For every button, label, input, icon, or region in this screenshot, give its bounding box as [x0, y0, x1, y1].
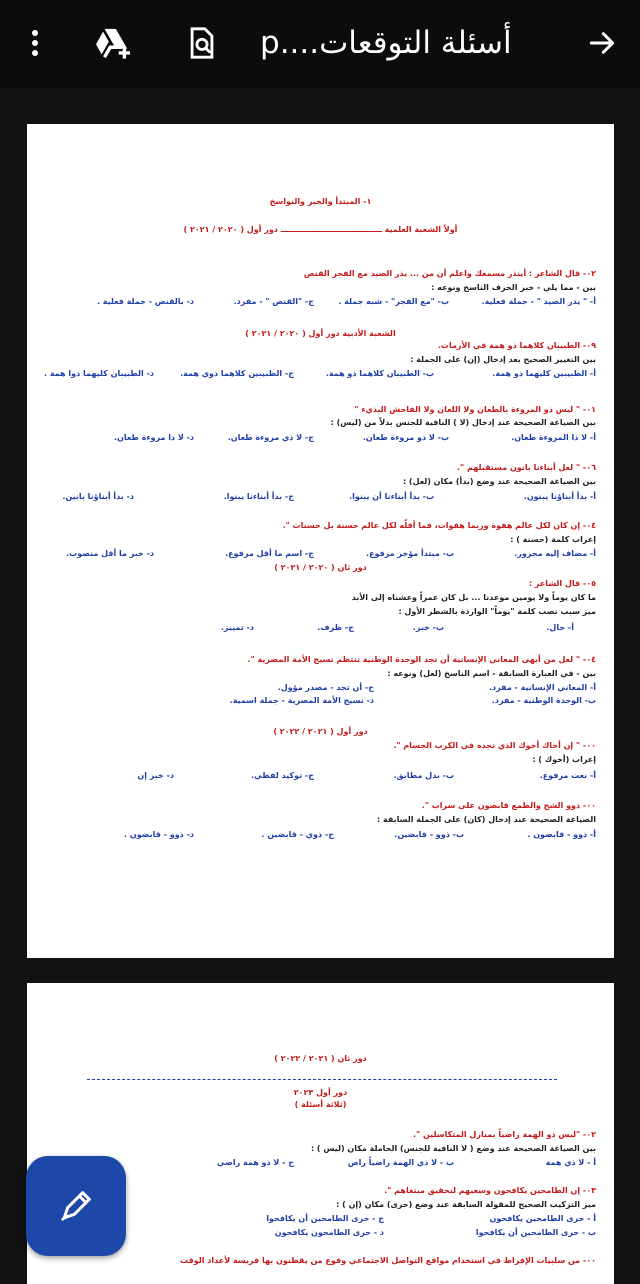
question-3-sub: بين الصياغة الصحيحة عند إدخال (لا ) النافية للجنس بدلاً من (ليس) :: [330, 418, 596, 427]
option: د- بالقنص - جملة فعلية .: [96, 297, 194, 306]
question-1-sub: بين الصياغة الصحيحة عند وضع ( لا النافية للجنس) الحاملة مكان (ليس ) :: [310, 1144, 596, 1153]
arrow-right-icon: [586, 27, 618, 59]
more-vert-icon: [30, 28, 40, 58]
question-6-line-1: ما كان يوماً ولا يومين موعدنا ... بل كان عمراً وعشناه إلى الأبد: [351, 593, 596, 602]
question-3: ٠٠- من سلبيات الإفراط في استخدام مواقع التواصل الاجتماعي وقوع من يقطنون بها فريسة لأعداد الوقت: [180, 1256, 596, 1265]
option: أ- المعاني الإنسانية - مفرد.: [488, 683, 596, 692]
option: ج- ظرف.: [317, 623, 354, 632]
question-4: ٠٦- " لعل أبناءنا بانون مستقبلهم ".: [456, 463, 596, 472]
option: أ - حرى الطامحين يكافحون: [489, 1214, 596, 1223]
question-6: ٠٥- قال الشاعر :: [528, 579, 596, 588]
option: د- خبر ما أقل منصوب.: [66, 549, 154, 558]
option: ج- لا ذي مروءة طعان.: [227, 433, 314, 442]
session-label: أولاً الشعبة العلمية ـــــــــــــــــــــــــــــــــــــ دور أول ( ٢٠٢٠ / ٢٠٢١ ): [183, 225, 458, 234]
option: ج- أن تجد - مصدر مؤول.: [277, 683, 374, 692]
option: د- لا ذا مروءة طعان.: [113, 433, 194, 442]
session-label: دور أول ٢٠٢٣: [293, 1088, 348, 1097]
option: ج - حرى الطامحين أن يكافحوا: [266, 1214, 384, 1223]
option: أ- لا ذا المروءة طعان.: [511, 433, 596, 442]
option: د - حرى الطامحون يكافحون: [274, 1228, 384, 1237]
option: ج- بدأ أبناءنا يبنوا.: [223, 492, 294, 501]
question-2: ٠٣- إن الطامحين يكافحون وسعيهم لتحقيق مبتغاهم ".: [384, 1186, 596, 1195]
question-2-sub: ميز التركيب الصحيح للمقولة السابقة عند وضع (حرى) مكان (إن ) :: [336, 1200, 596, 1209]
option: أ- حال.: [546, 623, 574, 632]
edit-fab-button[interactable]: [26, 1156, 126, 1256]
option: ج- "القنص " - مفرد.: [233, 297, 314, 306]
option: د- نسيج الأمة المصرية - جملة اسمية.: [229, 696, 374, 705]
option: أ- ذوو - قابضون .: [527, 830, 596, 839]
question-1: ٠٢- "ليس ذو الهمة راضياً بمنازل المتكاسلين ".: [412, 1130, 596, 1139]
question-5-sub: إعراب كلمة (حسنة ) :: [510, 535, 596, 544]
question-6-line-2: ميز سبب نصب كلمة "يوماً" الواردة بالشطر الأول :: [398, 607, 596, 616]
option: ب- خبر.: [412, 623, 444, 632]
question-9-sub: الصياغة الصحيحة عند إدخال (كان) على الجملة السابقة :: [377, 815, 596, 824]
option: ج- ذوي - قابضين .: [261, 830, 334, 839]
option: أ- الطبيبين كليهما ذو همة.: [492, 369, 596, 378]
top-app-bar: [0, 0, 640, 88]
back-button[interactable]: [582, 20, 622, 66]
question-5: ٠٤- إن كان لكل عالم هفوة وربما هفوات، فما أقلّه لكل عالم حسنة بل حسنات ".: [282, 521, 596, 530]
question-4-sub: بين الصياغة الصحيحة عند وضع (بدأ) مكان (لعل) :: [402, 477, 596, 486]
page-heading: ١- المبتدأ والخبر والنواسخ: [269, 197, 372, 206]
divider: [87, 1079, 557, 1080]
more-options-button[interactable]: [22, 20, 48, 66]
session-label: دور أول ( ٢٠٢١ / ٢٠٢٢ ): [273, 727, 368, 736]
option: أ- مضاف إليه مجرور.: [514, 549, 596, 558]
session-label: الشعبة الأدبية دور أول ( ٢٠٢٠ / ٢٠٢١ ): [245, 329, 396, 338]
option: د- تمييز.: [220, 623, 254, 632]
question-7-sub: بين - في العبارة السابقة - اسم الناسخ (لعل) ونوعه :: [387, 669, 596, 678]
find-in-page-icon: [187, 26, 217, 60]
add-to-drive-icon: [93, 26, 133, 60]
option: ج- اسم ما أقل مرفوع.: [225, 549, 314, 558]
document-title: أسئلة التوقعات....p: [260, 25, 512, 61]
option: ب- مبتدأ مؤخر مرفوع.: [366, 549, 454, 558]
question-9: ٠٠- ذوو الشح والطمع قابضون على سراب ".: [421, 801, 596, 810]
option: ج- الطبيبين كلاهما ذوي همة.: [180, 369, 294, 378]
question-1-sub: بين - مما يلي - خبر الحرف الناسخ ونوعه :: [431, 283, 596, 292]
option: ب - حرى الطامحين أن يكافحوا: [475, 1228, 596, 1237]
option: أ- بدأ أبناؤنا يبنون.: [523, 492, 596, 501]
question-2: ٠٩- الطبيبان كلاهما ذو همة في الأزمات.: [437, 341, 596, 350]
find-in-page-button[interactable]: [180, 20, 224, 66]
option: د- ذوو - قابضون .: [124, 830, 194, 839]
question-1: ٠٢- قال الشاعر : أينذر مسمعك واعلم أن من ... يذر الصيد مع الفجر القنص: [303, 269, 596, 278]
add-to-drive-button[interactable]: [90, 20, 136, 66]
question-2-sub: بين التغيير الصحيح بعد إدخال (إن) على الجملة :: [410, 355, 596, 364]
option: ج- توكيد لفظي.: [251, 771, 314, 780]
edit-pen-icon: [56, 1186, 96, 1226]
option: ب- "مع الفجر" - شبه جملة .: [338, 297, 449, 306]
option: أ- " يذر الصيد " - جملة فعلية.: [481, 297, 596, 306]
pdf-page-1: [27, 124, 614, 958]
option: ب- ذوو - قابضين.: [394, 830, 464, 839]
option: د- الطبيبان كليهما ذوا همة .: [44, 369, 154, 378]
question-7: ٠٤- " لعل من أبهى المعاني الإنسانية أن تجد الوحدة الوطنية تنتظم نسيج الأمة المصرية ".: [247, 655, 596, 664]
option: ب- بدل مطابق.: [393, 771, 454, 780]
option: د- خبر إن: [137, 771, 174, 780]
option: ب - لا ذي الهمة راضياً راض: [347, 1158, 454, 1167]
option: ب- الطبيبان كلاهما ذو همة.: [325, 369, 434, 378]
option: أ- نعت مرفوع.: [539, 771, 596, 780]
option: ب- الوحدة الوطنية - مفرد.: [491, 696, 596, 705]
option: د- بدأ أبناؤنا بانين.: [62, 492, 134, 501]
session-label: دور ثان ( ٢٠٢١ / ٢٠٢٢ ): [274, 1054, 367, 1063]
option: أ - لا ذي همة: [545, 1158, 596, 1167]
session-note: (ثلاثة أسئلة ): [294, 1100, 347, 1109]
question-3: ٠١- " ليس ذو المروءة بالطعان ولا اللعان ولا الفاحش البذيء ": [354, 405, 596, 414]
question-8: ٠٠- " إن أخاك أخوك الذي تجده في الكرب الجسام ".: [393, 741, 596, 750]
session-label: دور ثان ( ٢٠٢٠ / ٢٠٢١ ): [274, 563, 367, 572]
option: ب- بدأ أبناءنا أن يبنوا.: [349, 492, 434, 501]
question-8-sub: إعراب (أخوك ) :: [532, 755, 596, 764]
option: ب- لا ذو مروءة طعان.: [362, 433, 449, 442]
option: ج - لا ذو همة راضي: [217, 1158, 294, 1167]
